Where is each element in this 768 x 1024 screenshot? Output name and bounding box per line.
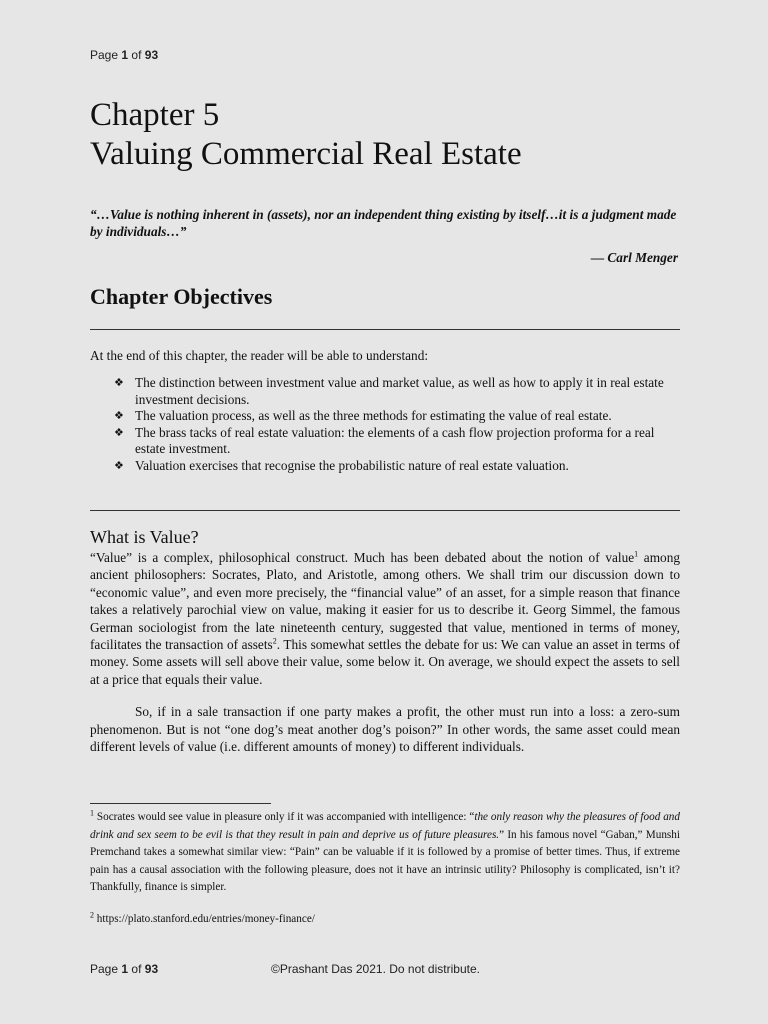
objectives-heading: Chapter Objectives <box>90 284 273 309</box>
chapter-heading <box>90 96 522 174</box>
diamond-bullet-icon: ❖ <box>114 409 124 422</box>
diamond-bullet-icon: ❖ <box>114 376 124 389</box>
page-total: 93 <box>144 48 159 62</box>
list-item: ❖ The brass tacks of real estate valuation: the elements of a cash flow projection proforma for a real estate investment. <box>114 424 655 456</box>
page-label: Page <box>90 48 119 62</box>
list-item: ❖ The distinction between investment value and market value, as well as how to apply it in real estate investment decisions. <box>114 375 664 407</box>
diamond-bullet-icon: ❖ <box>114 458 124 472</box>
objectives-intro: At the end of this chapter, the reader will be able to understand: <box>90 348 429 363</box>
diamond-bullet-icon: ❖ <box>114 425 124 439</box>
chapter-number: Chapter 5 <box>90 97 220 133</box>
page-number: 1 <box>121 48 129 62</box>
epigraph-quote: “…Value is nothing inherent in (assets), nor an independent thing existing by itself…it is a judgment made by individuals…” <box>90 207 677 239</box>
list-item: ❖ The valuation process, as well as the three methods for estimating the value of real estate. <box>114 408 612 423</box>
divider <box>90 329 680 330</box>
footnote: $^2$ https://plato.stanford.edu/entries/money-finance/ <box>90 910 315 925</box>
footnote-ref[interactable]: 1 <box>634 549 639 559</box>
paragraph: So, if in a sale transaction if one party makes a profit, the other must run into a loss: a zero-sum phenomenon. But is not “one dog’s meat another dog’s poison?” In other words, the same asset could mean different levels of value (i.e. different amounts of money) to different individuals. <box>90 704 680 755</box>
copyright-notice: ©Prashant Das 2021. Do not distribute. <box>271 962 480 976</box>
paragraph: “Value” is a complex, philosophical construct. Much has been debated about the notion of value$^1$ among ancient philosophers: Socrates, Plato, and Aristotle, among others. We shall trim our discussion down to “economic value”, and even more precisely, the “financial value” of an asset, for a simple reason that finance takes a relatively parochial view on value, making it easier for us to describe it. Georg Simmel, the famous German sociologist from the late nineteenth century, suggested that value, mentioned in terms of money, facilitates the transaction of assets$^2$. This somewhat settles the debate for us: We can value an asset in terms of money. Some assets will sell above their value, some below it. On average, we should expect the assets to sell at a price that equals their value. <box>90 549 681 687</box>
footnote-ref[interactable]: 2 <box>272 636 277 646</box>
epigraph-author: — Carl Menger <box>590 250 678 265</box>
footnote-divider <box>90 803 271 804</box>
section-body <box>90 549 680 755</box>
divider <box>90 510 680 511</box>
footnote-link[interactable]: https://plato.stanford.edu/entries/money-finance/ <box>94 913 315 925</box>
page-of: of <box>131 48 142 62</box>
objectives-list <box>90 375 680 474</box>
footnote: $^1$ Socrates would see value in pleasure only if it was accompanied with intelligence: “the only reason why the pleasures of food and drink and sex seem to be evil is that they result in pain and deprive us of future pleasures.” In his famous novel “Gaban,” Munshi Premchand takes a somewhat similar view: “Pain” can be valuable if it is followed by a promise of better times. Thus, if extreme pain has a causal association with the following pleasure, does not it have an intrinsic utility? Philosophy is complicated, isn’t it? Thankfully, finance is simpler. <box>90 808 680 893</box>
chapter-title: Valuing Commercial Real Estate <box>90 136 522 172</box>
page-footer: Page 1 of 93 <box>90 962 159 976</box>
list-item: ❖ Valuation exercises that recognise the probabilistic nature of real estate valuation. <box>114 457 569 473</box>
page-header <box>90 48 158 62</box>
section-heading: What is Value? <box>90 527 199 547</box>
